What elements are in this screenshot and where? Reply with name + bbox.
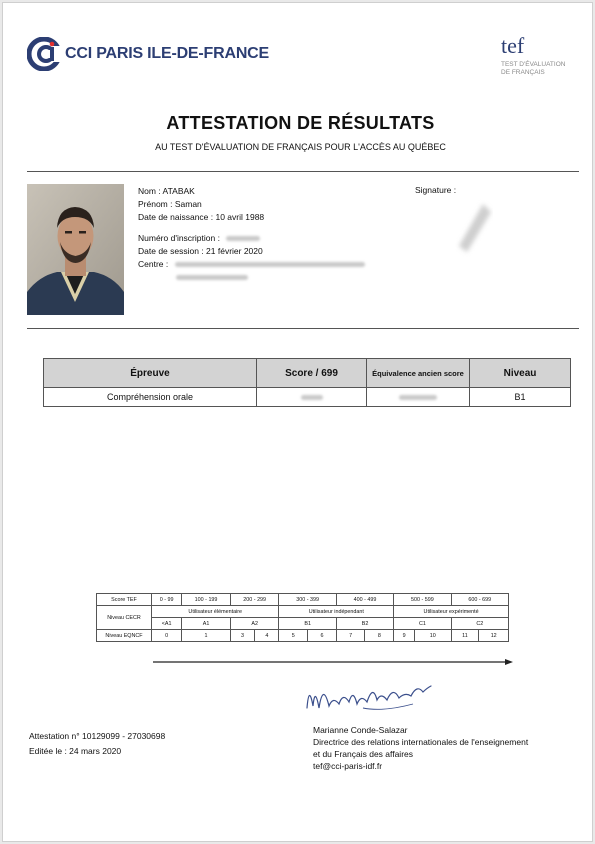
page-title: ATTESTATION DE RÉSULTATS: [166, 113, 435, 133]
divider-bottom: [27, 328, 579, 329]
header-epreuve: Épreuve: [44, 359, 257, 388]
attestation-block: [29, 729, 165, 759]
scale-score-range: 600 - 699: [451, 594, 508, 606]
signer-title-2: et du Français des affaires: [313, 749, 414, 759]
scale-eqncf-level: 0: [152, 630, 182, 642]
header-equivalence: Équivalence ancien score: [367, 359, 470, 388]
cci-logo: [27, 37, 269, 71]
redacted-centre-line2: [176, 275, 248, 280]
divider-top: [27, 171, 579, 172]
candidate-inscription-label: Numéro d'inscription :: [138, 233, 220, 243]
scale-eqncf-level: 4: [255, 630, 279, 642]
candidate-photo: [27, 184, 124, 315]
scale-eqncf-level: 10: [415, 630, 452, 642]
scale-eqncf-level: 9: [394, 630, 415, 642]
scale-eqncf-row: [97, 630, 509, 642]
table-row: [44, 388, 571, 407]
scale-score-range: 0 - 99: [152, 594, 182, 606]
scale-score-range: 100 - 199: [182, 594, 231, 606]
cci-logo-icon: [27, 37, 61, 71]
signer-name: Marianne Conde-Salazar: [313, 725, 408, 735]
scale-cecr-level: <A1: [152, 618, 182, 630]
scale-group: Utilisateur élémentaire: [152, 606, 279, 618]
scale-eqncf-level: 12: [479, 630, 509, 642]
signer-title-1: Directrice des relations internationales de l'enseignement: [313, 737, 529, 747]
header-niveau: Niveau: [470, 359, 571, 388]
candidate-nom: Nom : ATABAK: [138, 186, 195, 196]
header-score: Score / 699: [257, 359, 367, 388]
results-header-row: [44, 359, 571, 388]
cell-niveau: B1: [470, 388, 571, 407]
candidate-info: [138, 185, 365, 284]
scale-eqncf-level: 5: [279, 630, 308, 642]
redacted-inscription: [226, 236, 260, 241]
cci-logo-text: CCI PARIS ILE-DE-FRANCE: [65, 45, 269, 62]
scale-score-label: Score TEF: [97, 594, 152, 606]
signature-redacted: [453, 198, 493, 258]
candidate-inscription: [138, 232, 365, 245]
candidate-naissance: Date de naissance : 10 avril 1988: [138, 212, 265, 222]
candidate-centre-label: Centre :: [138, 259, 169, 269]
cell-score-redacted: [257, 388, 367, 407]
scale-cecr-level: C2: [451, 618, 508, 630]
scale-group: Utilisateur expérimenté: [394, 606, 509, 618]
scale-group: Utilisateur indépendant: [279, 606, 394, 618]
attestation-number: Attestation n° 10129099 - 27030698: [29, 731, 166, 741]
attestation-page: [2, 2, 593, 842]
tef-logo-word: tef: [501, 33, 525, 58]
signer-email: tef@cci-paris-idf.fr: [313, 761, 383, 771]
scale-cecr-level: A2: [230, 618, 279, 630]
candidate-prenom: Prénom : Saman: [138, 199, 202, 209]
scale-eqncf-label: Niveau EQNCF: [97, 630, 152, 642]
page-subtitle: AU TEST D'ÉVALUATION DE FRANÇAIS POUR L'ACCÈS AU QUÉBEC: [155, 142, 446, 152]
attestation-edited: Editée le : 24 mars 2020: [29, 746, 122, 756]
scale-group-row: [97, 606, 509, 618]
scale-cecr-label: Niveau CECR: [97, 606, 152, 630]
handwritten-signature: [303, 678, 433, 716]
scale-cecr-level: C1: [394, 618, 451, 630]
scale-eqncf-level: 7: [336, 630, 365, 642]
redacted-centre-line1: [175, 262, 365, 267]
signer-block: [313, 724, 528, 772]
tef-logo-sub-2: DE FRANÇAIS: [501, 69, 545, 76]
scale-score-range: 500 - 599: [394, 594, 451, 606]
tef-logo: [501, 35, 581, 77]
scale-eqncf-level: 11: [451, 630, 479, 642]
scale-score-range: 200 - 299: [230, 594, 279, 606]
scale-score-range: 400 - 499: [336, 594, 393, 606]
scale-cecr-level: A1: [182, 618, 231, 630]
tef-logo-sub-1: TEST D'ÉVALUATION: [501, 61, 566, 68]
signature-label: Signature :: [415, 185, 457, 195]
scale-score-row: [97, 594, 509, 606]
scale-cecr-row: [97, 618, 509, 630]
scale-cecr-level: B1: [279, 618, 336, 630]
scale-eqncf-level: 8: [365, 630, 394, 642]
scale-cecr-level: B2: [336, 618, 393, 630]
scale-eqncf-level: 6: [308, 630, 337, 642]
scale-score-range: 300 - 399: [279, 594, 336, 606]
scale-eqncf-level: 3: [230, 630, 254, 642]
scale-eqncf-level: 1: [182, 630, 231, 642]
progression-arrow-icon: [153, 659, 513, 665]
cell-epreuve: Compréhension orale: [44, 388, 257, 407]
level-scale-table: [96, 593, 509, 642]
candidate-centre: [138, 258, 365, 271]
results-table: [43, 358, 571, 407]
cell-equivalence-redacted: [367, 388, 470, 407]
candidate-session: Date de session : 21 février 2020: [138, 246, 263, 256]
